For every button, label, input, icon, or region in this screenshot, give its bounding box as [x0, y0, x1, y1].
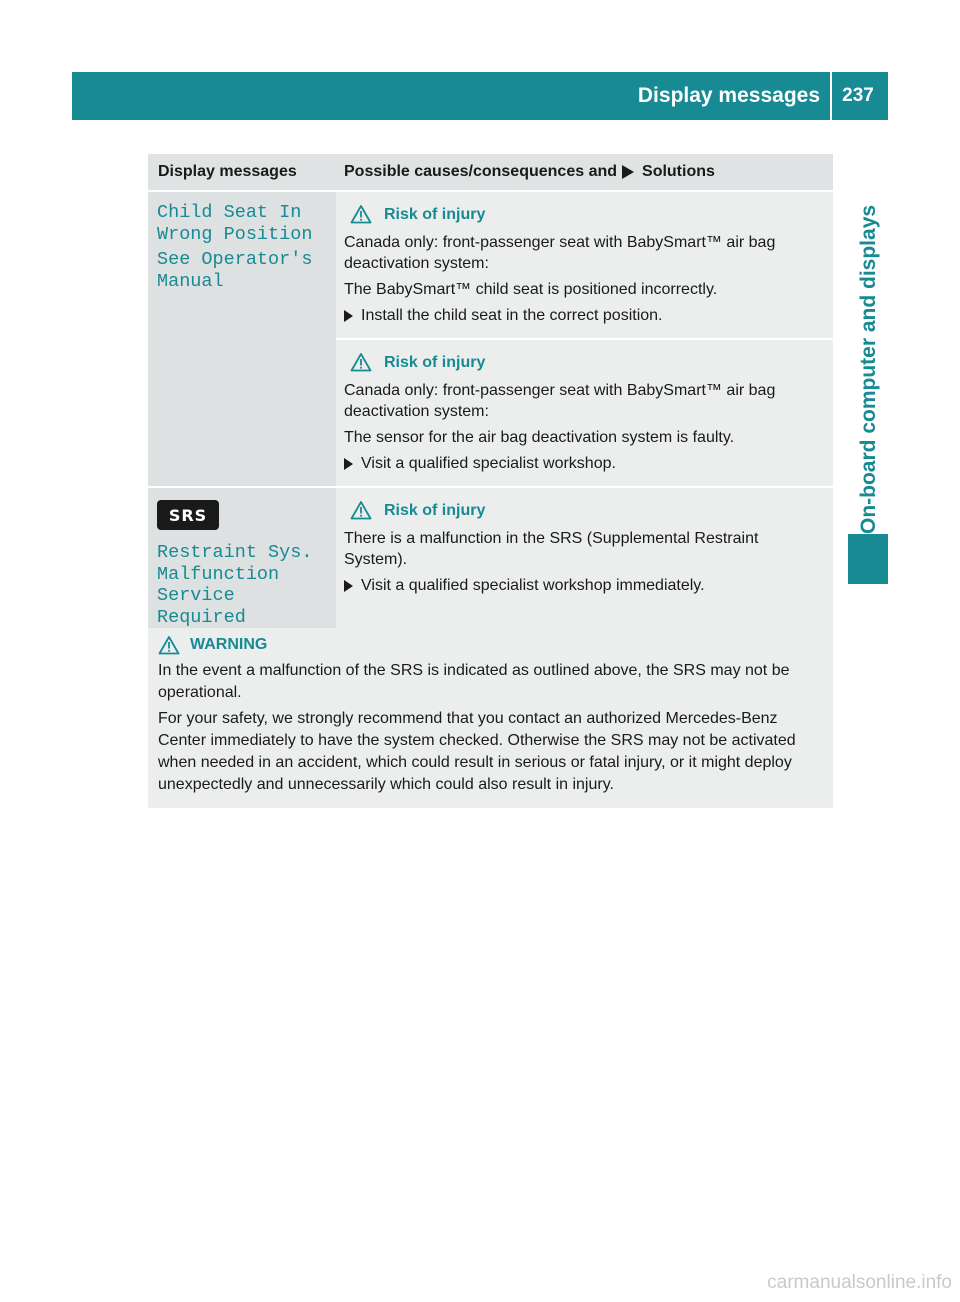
message-line: Restraint Sys. — [157, 542, 313, 563]
watermark: carmanualsonline.info — [767, 1272, 952, 1293]
display-message — [157, 542, 328, 628]
display-message-cell — [148, 488, 336, 640]
step-text: Visit a qualified specialist workshop immediately. — [361, 577, 705, 594]
cause-text: Canada only: front-passenger seat with BabySmart™ air bag deactivation system: — [344, 234, 776, 272]
risk-label: Risk of injury — [384, 205, 486, 223]
display-message — [157, 249, 328, 292]
cause-text: The BabySmart™ child seat is positioned incorrectly. — [344, 281, 718, 298]
step-text: Visit a qualified specialist workshop. — [361, 455, 616, 472]
solutions-cell — [336, 488, 833, 640]
step-arrow-icon — [344, 580, 353, 592]
solution-entry — [336, 338, 833, 486]
arrow-right-icon — [622, 165, 634, 179]
display-message — [157, 202, 328, 245]
warning-triangle-icon — [350, 500, 372, 520]
solution-entry — [336, 488, 833, 608]
risk-heading — [344, 498, 819, 522]
message-line: Child Seat In — [157, 202, 302, 223]
section-title: Display messages — [637, 84, 820, 107]
solution-entry — [336, 192, 833, 338]
warning-triangle-icon — [350, 352, 372, 372]
warning-paragraph: In the event a malfunction of the SRS is indicated as outlined above, the SRS may not be operational. — [158, 662, 790, 701]
warning-heading — [158, 634, 825, 656]
srs-warning-lamp-icon — [157, 500, 219, 530]
solution-step — [344, 575, 819, 596]
page-number: 237 — [842, 85, 874, 106]
solution-step — [344, 305, 819, 326]
display-messages-table — [148, 154, 833, 640]
table-header — [148, 154, 833, 190]
column-header-display-messages: Display messages — [158, 163, 297, 180]
column-header-causes: Possible causes/consequences and — [344, 163, 618, 180]
display-message-cell — [148, 192, 336, 486]
message-line: Service Required — [157, 585, 246, 628]
table-row — [148, 486, 833, 640]
table-row — [148, 190, 833, 486]
column-header-solutions — [336, 154, 833, 190]
step-arrow-icon — [344, 458, 353, 470]
cause-text: Canada only: front-passenger seat with BabySmart™ air bag deactivation system: — [344, 382, 776, 420]
message-line: Malfunction — [157, 563, 280, 585]
warning-triangle-icon — [350, 204, 372, 224]
warning-box — [148, 628, 833, 808]
warning-triangle-icon — [158, 635, 180, 655]
risk-label: Risk of injury — [384, 501, 486, 519]
srs-icon-text: SRS — [168, 505, 208, 525]
step-arrow-icon — [344, 310, 353, 322]
solutions-cell — [336, 192, 833, 486]
risk-label: Risk of injury — [384, 353, 486, 371]
side-tab-label: On-board computer and displays — [857, 204, 880, 534]
risk-heading — [344, 350, 819, 374]
solution-step — [344, 453, 819, 474]
step-text: Install the child seat in the correct position. — [361, 307, 663, 324]
warning-title: WARNING — [190, 636, 268, 653]
warning-paragraph: For your safety, we strongly recommend that you contact an authorized Mercedes-Benz Center immediately to have the system checked. Otherwise the SRS may not be activated when needed in an accident, which could result in serious or fatal injury, or it might deploy unexpectedly and unnecessarily which could also result in injury. — [158, 710, 796, 793]
page-header — [72, 72, 888, 120]
risk-heading — [344, 202, 819, 226]
cause-text: There is a malfunction in the SRS (Supplemental Restraint System). — [344, 530, 759, 568]
message-line: See Operator's — [157, 249, 313, 270]
message-line: Manual — [157, 270, 224, 292]
side-tab-marker — [848, 534, 888, 584]
cause-text: The sensor for the air bag deactivation system is faulty. — [344, 429, 735, 446]
message-line: Wrong Position — [157, 223, 313, 245]
column-header-solutions-label: Solutions — [642, 163, 715, 180]
